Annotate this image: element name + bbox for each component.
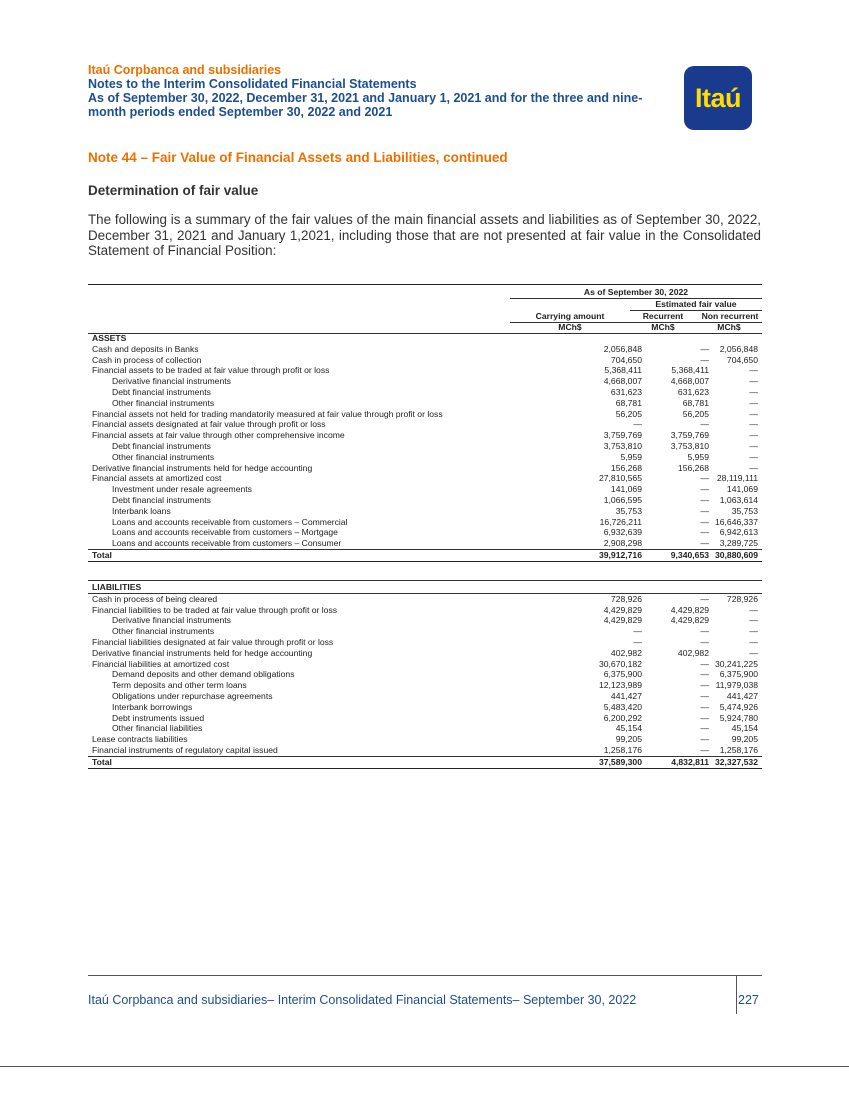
carrying-value: 56,205: [615, 408, 642, 419]
carrying-value: 402,982: [610, 647, 642, 658]
recurrent-value: —: [700, 701, 709, 712]
non-recurrent-value: —: [749, 386, 758, 397]
carrying-value: —: [633, 636, 642, 647]
row-label: Financial assets not held for trading mandatorily measured at fair value through profit or loss: [92, 408, 443, 419]
unit-recurrent: MCh$: [651, 322, 675, 332]
row-label: Debt financial instruments: [112, 440, 211, 451]
row-label: Derivative financial instruments held for hedge accounting: [92, 647, 313, 658]
non-recurrent-value: 16,646,337: [714, 516, 758, 527]
carrying-value: 30,670,182: [598, 658, 642, 669]
carrying-value: 141,069: [610, 484, 642, 495]
row-label: Derivative financial instruments: [112, 376, 231, 387]
estimated-fair-value-header: Estimated fair value: [655, 299, 737, 309]
recurrent-value: 5,368,411: [671, 365, 709, 376]
recurrent-value: —: [700, 473, 709, 484]
carrying-value: 1,066,595: [603, 494, 642, 505]
recurrent-value: —: [700, 505, 709, 516]
table-row: [88, 517, 762, 528]
period-header: As of September 30, 2022: [583, 287, 689, 297]
carrying-value: 5,959: [620, 451, 642, 462]
carrying-value: 99,205: [615, 734, 642, 745]
table-row: [88, 441, 762, 452]
table-row: [88, 355, 762, 366]
recurrent-value: 5,959: [687, 451, 709, 462]
recurrent-value: 3,759,769: [670, 430, 709, 441]
non-recurrent-value: —: [749, 647, 758, 658]
carrying-value: 4,429,829: [603, 615, 642, 626]
non-recurrent-value: 28,119,111: [716, 473, 758, 484]
recurrent-value: 156,268: [677, 462, 709, 473]
table-row: [88, 669, 762, 680]
recurrent-value: —: [700, 744, 709, 755]
carrying-value: —: [633, 626, 642, 637]
non-recurrent-value: —: [749, 615, 758, 626]
non-recurrent-value: 11,979,038: [715, 680, 758, 691]
table-row: [88, 387, 762, 398]
footer-divider: [736, 976, 737, 1014]
non-recurrent-value: 2,056,848: [719, 343, 758, 354]
row-label: Debt financial instruments: [112, 386, 211, 397]
table-row: [88, 409, 762, 420]
table-row: [88, 648, 762, 659]
row-label: Cash in process of being cleared: [92, 593, 218, 604]
table-row: [88, 637, 762, 648]
non-recurrent-value: —: [749, 462, 758, 473]
non-recurrent-value: 3,289,725: [719, 538, 758, 549]
table-row: [88, 615, 762, 626]
footer-text: Itaú Corpbanca and subsidiaries– Interim Consolidated Financial Statements– September 30, 2022: [88, 993, 637, 1007]
recurrent-value: —: [700, 712, 709, 723]
non-recurrent-value: 6,375,900: [719, 669, 758, 680]
non-recurrent-value: 35,753: [731, 505, 758, 516]
table-row: [88, 745, 762, 756]
non-recurrent-value: —: [749, 626, 758, 637]
recurrent-value: —: [700, 419, 709, 430]
row-label: Financial liabilities designated at fair value through profit or loss: [92, 636, 334, 647]
liabilities-table: [88, 582, 762, 769]
non-recurrent-value: 1,258,176: [719, 744, 758, 755]
row-label: Lease contracts liabilities: [92, 734, 188, 745]
row-label: Cash and deposits in Banks: [92, 343, 199, 354]
recurrent-value: 3,753,810: [670, 440, 709, 451]
col-recurrent: Recurrent: [642, 311, 684, 321]
liabilities-heading-row: [88, 582, 762, 594]
recurrent-value: 4,668,007: [670, 376, 709, 387]
recurrent-value: 56,205: [682, 408, 709, 419]
company-name: Itaú Corpbanca and subsidiaries: [88, 63, 282, 77]
non-recurrent-value: —: [749, 430, 758, 441]
recurrent-value: —: [700, 494, 709, 505]
non-recurrent-value: —: [749, 376, 758, 387]
row-label: Other financial instruments: [112, 626, 215, 637]
recurrent-value: 9,340,653: [670, 549, 709, 560]
table-row: [88, 473, 762, 484]
row-label: Derivative financial instruments held for hedge accounting: [92, 462, 313, 473]
footer-rule: [88, 975, 762, 976]
table-row: [88, 713, 762, 724]
liabilities-heading: LIABILITIES: [92, 582, 142, 592]
row-label: Derivative financial instruments: [112, 615, 231, 626]
table-row: [88, 659, 762, 670]
table-row: [88, 723, 762, 734]
non-recurrent-value: 30,880,609: [714, 549, 758, 560]
table-row: [88, 484, 762, 495]
non-recurrent-value: 45,154: [731, 723, 758, 734]
row-label: Debt instruments issued: [112, 712, 205, 723]
row-label: Financial liabilities at amortized cost: [92, 658, 230, 669]
carrying-value: 6,200,292: [603, 712, 642, 723]
non-recurrent-value: —: [749, 440, 758, 451]
table-row: [88, 452, 762, 463]
note-title: Note 44 – Fair Value of Financial Assets and Liabilities, continued: [88, 150, 508, 165]
row-label: Financial assets at fair value through other comprehensive income: [92, 430, 345, 441]
col-carrying-amount: Carrying amount: [535, 311, 605, 321]
carrying-value: 35,753: [615, 505, 642, 516]
non-recurrent-value: 1,063,614: [719, 494, 758, 505]
row-label: Financial assets at amortized cost: [92, 473, 222, 484]
non-recurrent-value: 6,942,613: [719, 527, 758, 538]
table-row: [88, 734, 762, 745]
table-row: [88, 463, 762, 474]
page-number: 227: [738, 993, 759, 1007]
carrying-value: 2,908,298: [603, 538, 642, 549]
recurrent-value: 68,781: [682, 397, 709, 408]
table-row: [88, 398, 762, 409]
row-label: Term deposits and other term loans: [112, 680, 247, 691]
section-title: Determination of fair value: [88, 183, 259, 198]
recurrent-value: —: [700, 669, 709, 680]
carrying-value: 6,375,900: [603, 669, 642, 680]
non-recurrent-value: —: [749, 451, 758, 462]
recurrent-value: —: [700, 690, 709, 701]
row-label: Financial assets to be traded at fair value through profit or loss: [92, 365, 330, 376]
carrying-value: 45,154: [615, 723, 642, 734]
recurrent-value: —: [700, 516, 709, 527]
carrying-value: 3,753,810: [603, 440, 642, 451]
table-row: [88, 344, 762, 355]
header-line-3: As of September 30, 2022, December 31, 2021 and January 1, 2021 and for the three and nine-: [88, 91, 643, 105]
row-label: Loans and accounts receivable from customers – Mortgage: [112, 527, 338, 538]
non-recurrent-value: 704,650: [726, 354, 758, 365]
unit-carrying: MCh$: [558, 322, 582, 332]
table-row: [88, 538, 762, 549]
carrying-value: 3,759,769: [603, 430, 642, 441]
recurrent-value: —: [700, 626, 709, 637]
table-row: [88, 605, 762, 616]
table-row: [88, 702, 762, 713]
recurrent-value: —: [700, 680, 709, 691]
row-label: Financial assets designated at fair value through profit or loss: [92, 419, 326, 430]
row-label: Financial liabilities to be traded at fair value through profit or loss: [92, 604, 338, 615]
row-label: Total: [92, 756, 112, 767]
carrying-value: 68,781: [615, 397, 642, 408]
non-recurrent-value: —: [749, 419, 758, 430]
recurrent-value: —: [700, 734, 709, 745]
recurrent-value: 4,429,829: [670, 604, 709, 615]
row-label: Demand deposits and other demand obligations: [112, 669, 295, 680]
recurrent-value: —: [700, 636, 709, 647]
assets-heading: ASSETS: [92, 333, 127, 343]
table-row: [88, 419, 762, 430]
carrying-value: 5,368,411: [604, 365, 642, 376]
recurrent-value: 4,832,811: [671, 756, 709, 767]
carrying-value: 1,258,176: [603, 744, 642, 755]
row-label: Debt financial instruments: [112, 494, 211, 505]
row-label: Financial instruments of regulatory capital issued: [92, 744, 278, 755]
non-recurrent-value: 30,241,225: [714, 658, 758, 669]
row-label: Loans and accounts receivable from customers – Commercial: [112, 516, 348, 527]
document-header: [88, 63, 668, 119]
recurrent-value: —: [700, 343, 709, 354]
table-top-rule: [88, 284, 762, 285]
row-label: Other financial liabilities: [112, 723, 203, 734]
carrying-value: 728,926: [610, 593, 642, 604]
row-label: Investment under resale agreements: [112, 484, 252, 495]
col-non-recurrent: Non recurrent: [701, 311, 759, 321]
table-row: [88, 626, 762, 637]
itau-logo: [684, 66, 752, 130]
carrying-value: 631,623: [610, 386, 642, 397]
intro-paragraph: The following is a summary of the fair values of the main financial assets and liabilities as of September 30, 2022, December 31, 2021 and January 1,2021, including those that are not presented at fair value in the Consolidated Statement of Financial Position:: [88, 212, 761, 258]
recurrent-value: —: [700, 723, 709, 734]
row-label: Other financial instruments: [112, 451, 215, 462]
non-recurrent-value: 99,205: [731, 734, 758, 745]
table-row: [88, 506, 762, 517]
liabilities-top-rule: [88, 580, 762, 581]
assets-total-row: [88, 549, 762, 562]
carrying-value: 37,589,300: [598, 756, 642, 767]
carrying-value: 5,483,420: [603, 701, 642, 712]
non-recurrent-value: —: [749, 397, 758, 408]
header-line-4: month periods ended September 30, 2022 and 2021: [88, 105, 393, 119]
non-recurrent-value: 32,327,532: [714, 756, 758, 767]
carrying-value: 27,810,565: [598, 473, 642, 484]
row-label: Obligations under repurchase agreements: [112, 690, 273, 701]
carrying-value: 16,726,211: [599, 516, 642, 527]
assets-table: [88, 333, 762, 562]
table-row: [88, 376, 762, 387]
recurrent-value: —: [700, 484, 709, 495]
non-recurrent-value: —: [749, 408, 758, 419]
table-row: [88, 594, 762, 605]
carrying-value: 12,123,989: [598, 680, 642, 691]
non-recurrent-value: 728,926: [726, 593, 758, 604]
row-label: Interbank loans: [112, 505, 171, 516]
row-label: Interbank borrowings: [112, 701, 193, 712]
table-row: [88, 495, 762, 506]
logo-text: Itaú: [694, 82, 741, 113]
table-row: [88, 691, 762, 702]
recurrent-value: —: [700, 527, 709, 538]
carrying-value: 704,650: [610, 354, 642, 365]
liabilities-total-row: [88, 756, 762, 769]
recurrent-value: 402,982: [677, 647, 709, 658]
table-row: [88, 430, 762, 441]
table-row: [88, 680, 762, 691]
row-label: Other financial instruments: [112, 397, 215, 408]
non-recurrent-value: 141,069: [726, 484, 758, 495]
non-recurrent-value: —: [749, 604, 758, 615]
carrying-value: 2,056,848: [603, 343, 642, 354]
carrying-value: 4,668,007: [603, 376, 642, 387]
row-label: Loans and accounts receivable from customers – Consumer: [112, 538, 342, 549]
assets-heading-row: [88, 333, 762, 344]
carrying-value: 39,912,716: [598, 549, 642, 560]
non-recurrent-value: 5,924,780: [719, 712, 758, 723]
table-row: [88, 365, 762, 376]
recurrent-value: 631,623: [677, 386, 709, 397]
carrying-value: 4,429,829: [603, 604, 642, 615]
row-label: Cash in process of collection: [92, 354, 202, 365]
page-bottom-rule: [0, 1066, 849, 1067]
unit-non-recurrent: MCh$: [717, 322, 741, 332]
non-recurrent-value: 441,427: [726, 690, 758, 701]
recurrent-value: 4,429,829: [670, 615, 709, 626]
non-recurrent-value: —: [749, 636, 758, 647]
carrying-value: 6,932,639: [603, 527, 642, 538]
recurrent-value: —: [700, 354, 709, 365]
carrying-value: 156,268: [610, 462, 642, 473]
recurrent-value: —: [700, 593, 709, 604]
non-recurrent-value: 5,474,926: [719, 701, 758, 712]
recurrent-value: —: [700, 538, 709, 549]
row-label: Total: [92, 549, 112, 560]
table-row: [88, 527, 762, 538]
carrying-value: —: [633, 419, 642, 430]
recurrent-value: —: [700, 658, 709, 669]
carrying-value: 441,427: [610, 690, 642, 701]
header-line-2: Notes to the Interim Consolidated Financial Statements: [88, 77, 417, 91]
non-recurrent-value: —: [749, 365, 758, 376]
